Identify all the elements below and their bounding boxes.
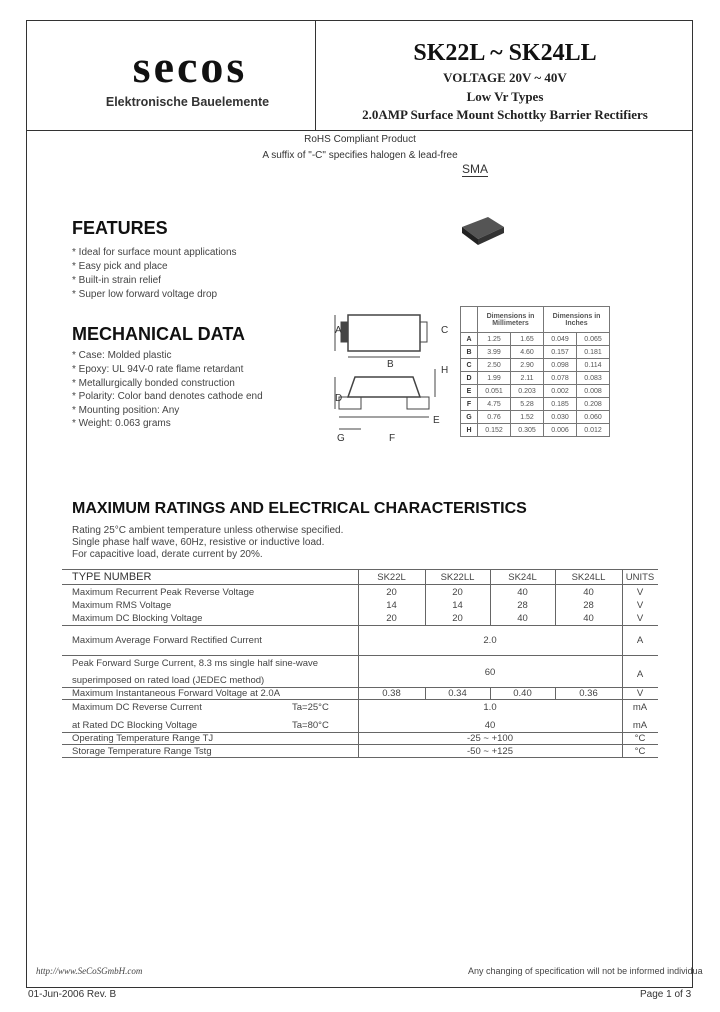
dim-cell: 1.25	[478, 333, 511, 346]
row-value: 1.0	[483, 702, 497, 713]
row-value: 40	[517, 587, 528, 598]
dim-cell: 0.76	[478, 411, 511, 424]
dim-label-b: B	[387, 359, 394, 370]
dim-row-a	[461, 333, 610, 346]
dim-row-label: C	[461, 359, 478, 372]
mechanical-item: * Mounting position: Any	[72, 405, 180, 416]
row-unit: V	[636, 587, 644, 598]
dim-header-blank	[461, 307, 478, 333]
row-param: Storage Temperature Range Tstg	[72, 746, 212, 757]
col-header-sk22ll: SK22LL	[440, 572, 475, 583]
dim-row-e	[461, 385, 610, 398]
header-divider-horizontal	[26, 130, 693, 131]
dim-cell: 0.083	[577, 372, 610, 385]
dim-cell: 0.002	[544, 385, 577, 398]
row-value: 0.40	[513, 688, 532, 699]
dim-cell: 1.52	[511, 411, 544, 424]
package-outline-diagram	[325, 305, 465, 455]
mechanical-heading: MECHANICAL DATA	[72, 324, 245, 344]
col-header-sk24l: SK24L	[508, 572, 537, 583]
dim-row-g	[461, 411, 610, 424]
mechanical-item: * Case: Molded plastic	[72, 350, 172, 361]
dim-row-label: A	[461, 333, 478, 346]
dim-cell: 0.305	[511, 424, 544, 437]
dim-header-mm: Dimensions in Millimeters	[478, 307, 544, 333]
ratings-note: For capacitive load, derate current by 20%.	[72, 549, 263, 560]
dim-cell: 0.114	[577, 359, 610, 372]
dim-cell: 0.049	[544, 333, 577, 346]
feature-item: * Ideal for surface mount applications	[72, 247, 237, 258]
dim-cell: 0.181	[577, 346, 610, 359]
header-divider-vertical	[315, 20, 316, 130]
secos-logo	[100, 44, 280, 94]
dim-cell: 2.11	[511, 372, 544, 385]
dim-row-b	[461, 346, 610, 359]
row-value: 20	[386, 613, 397, 624]
dim-cell: 0.012	[577, 424, 610, 437]
row-unit: °C	[634, 746, 646, 757]
part-title: SK22L ~ SK24LL	[413, 40, 597, 66]
dimensions-table	[460, 306, 610, 437]
dim-label-d: D	[335, 393, 343, 404]
table-rule	[62, 625, 658, 626]
dim-cell: 0.060	[577, 411, 610, 424]
dim-row-label: B	[461, 346, 478, 359]
feature-item: * Super low forward voltage drop	[72, 289, 218, 300]
row-value: 14	[386, 600, 397, 611]
company-tagline: Elektronische Bauelemente	[105, 95, 270, 109]
row-value: 60	[484, 667, 496, 678]
dim-cell: 0.208	[577, 398, 610, 411]
dim-label-a: A	[335, 325, 342, 336]
row-condition: Ta=80°C	[292, 720, 329, 731]
mechanical-item: * Weight: 0.063 grams	[72, 418, 171, 429]
dim-cell: 1.99	[478, 372, 511, 385]
dim-row-h	[461, 424, 610, 437]
row-param: Maximum Average Forward Rectified Current	[72, 635, 262, 646]
col-header-type-number: TYPE NUMBER	[72, 571, 152, 583]
mechanical-item: * Epoxy: UL 94V-0 rate flame retardant	[72, 364, 244, 375]
ratings-note: Single phase half wave, 60Hz, resistive or inductive load.	[72, 537, 325, 548]
row-param-cont: superimposed on rated load (JEDEC method)	[72, 675, 265, 686]
dim-cell: 2.90	[511, 359, 544, 372]
col-header-units: UNITS	[625, 572, 655, 583]
dim-cell: 0.065	[577, 333, 610, 346]
dim-cell: 0.203	[511, 385, 544, 398]
dim-cell: 0.008	[577, 385, 610, 398]
table-rule	[62, 569, 658, 570]
row-value: 40	[583, 587, 594, 598]
ratings-note: Rating 25°C ambient temperature unless otherwise specified.	[72, 525, 344, 536]
table-rule	[62, 655, 658, 656]
package-photo	[458, 215, 506, 245]
row-value: 14	[452, 600, 463, 611]
dim-cell: 0.157	[544, 346, 577, 359]
dim-cell: 0.098	[544, 359, 577, 372]
row-param: Maximum DC Blocking Voltage	[72, 613, 203, 624]
table-rule	[62, 699, 658, 700]
dim-cell: 4.60	[511, 346, 544, 359]
dim-row-label: H	[461, 424, 478, 437]
dim-row-d	[461, 372, 610, 385]
row-value: 0.34	[448, 688, 467, 699]
feature-item: * Easy pick and place	[72, 261, 168, 272]
row-unit: °C	[634, 733, 646, 744]
dim-row-label: E	[461, 385, 478, 398]
footer-url[interactable]: http://www.SeCoSGmbH.com	[36, 966, 143, 976]
row-value: 40	[517, 613, 528, 624]
dim-label-c: C	[441, 325, 449, 336]
dim-cell: 4.75	[478, 398, 511, 411]
row-value: -50 ~ +125	[467, 746, 513, 757]
dim-cell: 1.65	[511, 333, 544, 346]
row-unit: V	[636, 688, 644, 699]
dim-row-f	[461, 398, 610, 411]
dim-cell: 3.99	[478, 346, 511, 359]
dim-label-h: H	[441, 365, 449, 376]
halogen-note: A suffix of "-C" specifies halogen & lead-free	[262, 150, 458, 161]
row-unit: mA	[632, 702, 648, 713]
part-description: 2.0AMP Surface Mount Schottky Barrier Rectifiers	[362, 107, 648, 122]
dim-label-g: G	[337, 433, 345, 444]
row-condition: Ta=25°C	[292, 702, 329, 713]
row-param: Maximum Recurrent Peak Reverse Voltage	[72, 587, 255, 598]
dim-row-label: G	[461, 411, 478, 424]
col-header-sk22l: SK22L	[377, 572, 406, 583]
row-param: Operating Temperature Range TJ	[72, 733, 214, 744]
row-value: 20	[452, 613, 463, 624]
row-value: -25 ~ +100	[467, 733, 513, 744]
dim-cell: 0.006	[544, 424, 577, 437]
row-value: 20	[452, 587, 463, 598]
row-value: 40	[583, 613, 594, 624]
dim-cell: 0.051	[478, 385, 511, 398]
dim-cell: 0.078	[544, 372, 577, 385]
dim-label-e: E	[433, 415, 440, 426]
feature-item: * Built-in strain relief	[72, 275, 161, 286]
logo-text: secos	[132, 44, 248, 92]
mechanical-item: * Polarity: Color band denotes cathode end	[72, 391, 263, 402]
dim-cell: 5.28	[511, 398, 544, 411]
row-value: 28	[517, 600, 528, 611]
footer-notice: Any changing of specification will not be informed individua	[468, 966, 703, 976]
row-value: 40	[484, 720, 496, 731]
dim-cell: 0.152	[478, 424, 511, 437]
dim-row-c	[461, 359, 610, 372]
footer-page: Page 1 of 3	[640, 989, 692, 1000]
row-param: Maximum DC Reverse Current	[72, 702, 202, 713]
row-param: at Rated DC Blocking Voltage	[72, 720, 198, 731]
row-unit: V	[636, 600, 644, 611]
row-unit: V	[636, 613, 644, 624]
table-rule	[62, 584, 658, 585]
dim-header-in: Dimensions in Inches	[544, 307, 610, 333]
row-value: 28	[583, 600, 594, 611]
row-param: Maximum RMS Voltage	[72, 600, 172, 611]
mechanical-item: * Metallurgically bonded construction	[72, 378, 235, 389]
row-value: 20	[386, 587, 397, 598]
row-value: 2.0	[483, 635, 497, 646]
dim-cell: 0.030	[544, 411, 577, 424]
voltage-range: VOLTAGE 20V ~ 40V	[443, 70, 567, 85]
row-unit: A	[636, 669, 644, 680]
rohs-line: RoHS Compliant Product	[304, 134, 416, 145]
row-param: Maximum Instantaneous Forward Voltage at 2.0A	[72, 688, 281, 699]
row-param: Peak Forward Surge Current, 8.3 ms single half sine-wave	[72, 658, 319, 669]
dim-cell: 0.185	[544, 398, 577, 411]
dim-cell: 2.50	[478, 359, 511, 372]
table-rule	[62, 744, 658, 745]
dim-row-label: D	[461, 372, 478, 385]
part-subtitle: Low Vr Types	[466, 89, 544, 104]
row-value: 0.36	[579, 688, 598, 699]
table-rule	[62, 757, 658, 758]
row-unit: mA	[632, 720, 648, 731]
dim-row-label: F	[461, 398, 478, 411]
row-unit: A	[636, 635, 644, 646]
package-label: SMA	[462, 162, 489, 176]
dim-label-f: F	[389, 433, 396, 444]
features-heading: FEATURES	[72, 218, 168, 238]
footer-date: 01-Jun-2006 Rev. B	[28, 989, 117, 1000]
col-header-sk24ll: SK24LL	[571, 572, 606, 583]
ratings-heading: MAXIMUM RATINGS AND ELECTRICAL CHARACTERISTICS	[72, 500, 527, 517]
row-value: 0.38	[382, 688, 401, 699]
